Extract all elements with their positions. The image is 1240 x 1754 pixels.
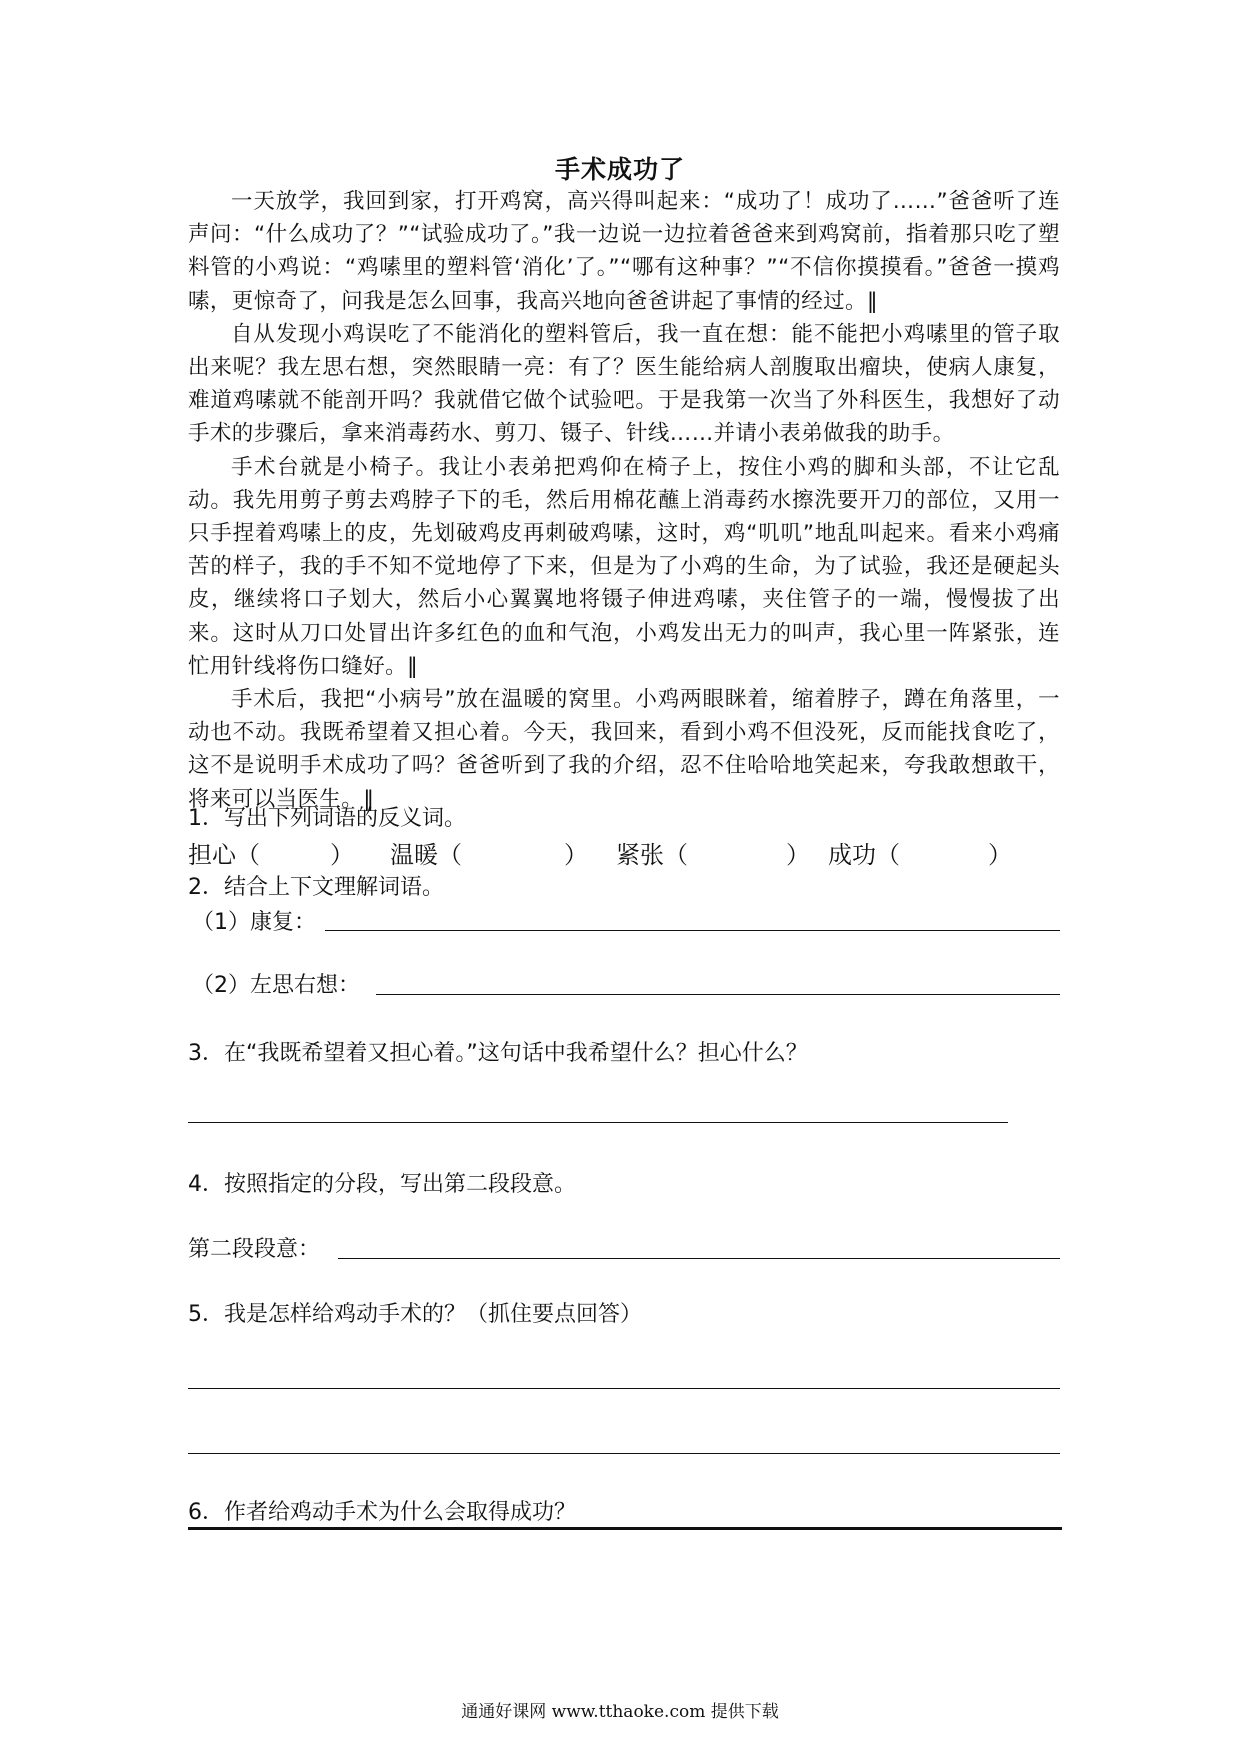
question-2-label: 2．结合上下文理解词语。 bbox=[188, 875, 444, 900]
close-paren: ） bbox=[564, 841, 588, 869]
question-3-label: 3．在“我既希望着又担心着。”这句话中我希望什么？担心什么？ bbox=[188, 1041, 808, 1066]
answer-line-6[interactable] bbox=[188, 1527, 1062, 1530]
antonym-word: 担心（ bbox=[188, 841, 260, 869]
antonym-item-4[interactable] bbox=[828, 835, 1012, 870]
answer-line-5-2[interactable] bbox=[188, 1453, 1060, 1454]
document-title: 手术成功了 bbox=[554, 155, 685, 184]
question-6-label: 6．作者给鸡动手术为什么会取得成功？ bbox=[188, 1500, 576, 1525]
paragraph-1: 一天放学，我回到家，打开鸡窝，高兴得叫起来：“成功了！成功了……”爸爸听了连声问：“什么成功了？”“试验成功了。”我一边说一边拉着爸爸来到鸡窝前，指着那只吃了塑料管的小鸡说：“鸡嗉里的塑料管‘消化’了。”“哪有这种事？”“不信你摸摸看。”爸爸一摸鸡嗉，更惊奇了，问我是怎么回事，我高兴地向爸爸讲起了事情的经过。‖ bbox=[188, 189, 1060, 314]
answer-line-4[interactable] bbox=[338, 1258, 1060, 1259]
antonym-item-1[interactable] bbox=[188, 835, 354, 870]
close-paren: ） bbox=[330, 841, 354, 869]
footer-credit: 通通好课网 www.tthaoke.com 提供下载 bbox=[461, 1702, 779, 1722]
antonym-item-3[interactable] bbox=[616, 835, 810, 870]
antonym-item-2[interactable] bbox=[390, 835, 588, 870]
question-4-answer-label: 第二段段意： bbox=[188, 1237, 321, 1262]
antonym-word: 成功（ bbox=[828, 841, 900, 869]
antonym-word: 紧张（ bbox=[616, 841, 688, 869]
answer-line-2-2[interactable] bbox=[376, 994, 1060, 995]
question-4-label: 4．按照指定的分段，写出第二段段意。 bbox=[188, 1172, 576, 1197]
passage bbox=[188, 185, 1060, 816]
question-2-item-2-label: （2）左思右想： bbox=[192, 973, 360, 998]
paragraph-2: 自从发现小鸡误吃了不能消化的塑料管后，我一直在想：能不能把小鸡嗉里的管子取出来呢？我左思右想，突然眼睛一亮：有了？医生能给病人剖腹取出瘤块，使病人康复，难道鸡嗉就不能剖开吗？我就借它做个试验吧。于是我第一次当了外科医生，我想好了动手术的步骤后，拿来消毒药水、剪刀、镊子、针线……并请小表弟做我的助手。 bbox=[188, 321, 1060, 447]
question-5-label: 5．我是怎样给鸡动手术的？（抓住要点回答） bbox=[188, 1302, 642, 1327]
paragraph-3: 手术台就是小椅子。我让小表弟把鸡仰在椅子上，按住小鸡的脚和头部，不让它乱动。我先用剪子剪去鸡脖子下的毛，然后用棉花蘸上消毒药水擦洗要开刀的部位，又用一只手捏着鸡嗉上的皮，先划破鸡皮再刺破鸡嗉，这时，鸡“叽叽”地乱叫起来。看来小鸡痛苦的样子，我的手不知不觉地停了下来，但是为了小鸡的生命，为了试验，我还是硬起头皮，继续将口子划大，然后小心翼翼地将镊子伸进鸡嗉，夹住管子的一端，慢慢拔了出来。这时从刀口处冒出许多红色的血和气泡，小鸡发出无力的叫声，我心里一阵紧张，连忙用针线将伤口缝好。‖ bbox=[188, 454, 1060, 679]
answer-line-2-1[interactable] bbox=[325, 930, 1060, 931]
close-paren: ） bbox=[786, 841, 810, 869]
question-1-label: 1．写出下列词语的反义词。 bbox=[188, 806, 466, 831]
close-paren: ） bbox=[988, 841, 1012, 869]
paragraph-4: 手术后，我把“小病号”放在温暖的窝里。小鸡两眼眯着，缩着脖子，蹲在角落里，一动也不动。我既希望着又担心着。今天，我回来，看到小鸡不但没死，反而能找食吃了，这不是说明手术成功了吗？爸爸听到了我的介绍，忍不住哈哈地笑起来，夸我敢想敢干，将来可以当医生。‖ bbox=[188, 687, 1060, 812]
answer-line-3[interactable] bbox=[188, 1122, 1008, 1123]
answer-line-5-1[interactable] bbox=[188, 1388, 1060, 1389]
antonym-word: 温暖（ bbox=[390, 841, 462, 869]
question-2-item-1-label: （1）康复： bbox=[192, 910, 316, 935]
